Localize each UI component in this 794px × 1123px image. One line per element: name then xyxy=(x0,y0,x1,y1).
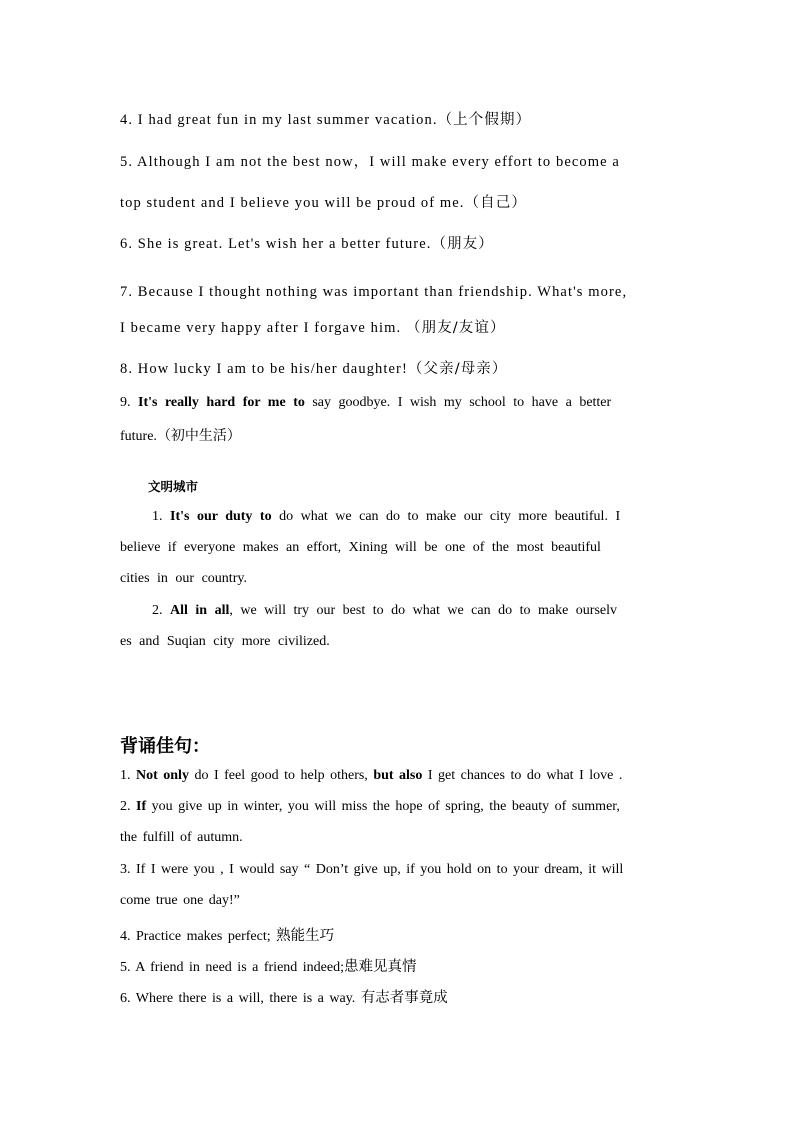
recite-1-bold1: Not only xyxy=(136,768,189,783)
sentence-5-en: top student and I believe you will be proud of me. xyxy=(120,195,465,211)
city-sentence-2-bold: All in all xyxy=(170,603,230,618)
sentence-6 xyxy=(120,232,494,253)
city-sentence-1-line2: believe if everyone makes an effort, Xining will be one of the most beautiful xyxy=(120,540,601,555)
city-sentence-2-line2: es and Suqian city more civilized. xyxy=(120,634,330,649)
recite-2-num: 2. xyxy=(120,799,131,814)
recite-sentences-heading: 背诵佳句： xyxy=(120,736,210,757)
recite-5-en: 5. A friend in need is a friend indeed; xyxy=(120,960,344,975)
recite-1-bold2: but also xyxy=(373,768,423,783)
city-sentence-2-rest: , we will try our best to do what we can do to make ourselv xyxy=(229,603,618,618)
sentence-6-en: 6. She is great. Let's wish her a better future. xyxy=(120,236,432,252)
sentence-9-line1 xyxy=(120,395,611,411)
sentence-9-line2-cn: （初中生活） xyxy=(156,428,241,444)
sentence-4 xyxy=(120,108,531,129)
sentence-9-rest: say goodbye. I wish my school to have a better xyxy=(312,395,612,410)
recite-sentence-5 xyxy=(120,955,417,976)
sentence-7-line2 xyxy=(120,316,506,337)
sentence-7-cn: （朋友/友谊） xyxy=(406,320,506,336)
city-sentence-2-line1 xyxy=(152,603,617,619)
recite-sentence-3-line2: come true one day!” xyxy=(120,893,240,908)
recite-sentence-6 xyxy=(120,986,448,1007)
recite-sentence-2-line1 xyxy=(120,799,620,815)
city-sentence-1-num: 1. xyxy=(152,509,163,524)
civilized-city-heading: 文明城市 xyxy=(148,479,199,494)
sentence-9-bold: It's really hard for me to xyxy=(138,395,305,410)
city-sentence-2-num: 2. xyxy=(152,603,163,618)
city-sentence-1-rest: do what we can do to make our city more beautiful. I xyxy=(279,509,621,524)
city-sentence-1-line1 xyxy=(152,509,620,525)
sentence-9-num: 9. xyxy=(120,395,131,410)
sentence-7-line1: 7. Because I thought nothing was important than friendship. What's more, xyxy=(120,284,628,300)
recite-2-rest: you give up in winter, you will miss the hope of spring, the beauty of summer, xyxy=(151,799,620,814)
recite-2-bold: If xyxy=(136,799,147,814)
city-sentence-1-bold: It's our duty to xyxy=(170,509,272,524)
sentence-9-line2 xyxy=(120,425,241,445)
recite-6-cn: 有志者事竟成 xyxy=(360,990,448,1006)
sentence-8 xyxy=(120,357,508,378)
sentence-9-line2-en: future. xyxy=(120,429,157,444)
recite-4-cn: 熟能生巧 xyxy=(276,928,335,944)
recite-1-num: 1. xyxy=(120,768,131,783)
recite-sentence-4 xyxy=(120,924,334,945)
sentence-6-cn: （朋友） xyxy=(431,236,494,252)
recite-6-en: 6. Where there is a will, there is a way. xyxy=(120,991,356,1006)
city-sentence-1-line3: cities in our country. xyxy=(120,571,247,586)
sentence-5-line1: 5. Although I am not the best now，I will make every effort to become a xyxy=(120,154,620,170)
recite-1-mid: do I feel good to help others, xyxy=(194,768,368,783)
sentence-5-line2 xyxy=(120,191,527,212)
sentence-7-en: I became very happy after I forgave him. xyxy=(120,320,402,336)
sentence-4-en: 4. I had great fun in my last summer vacation. xyxy=(120,112,438,128)
recite-sentence-3-line1: 3. If I were you , I would say “ Don’t give up, if you hold on to your dream, it will xyxy=(120,862,624,877)
sentence-4-cn: （上个假期） xyxy=(437,112,532,128)
sentence-5-cn: （自己） xyxy=(464,195,527,211)
recite-1-rest: I get chances to do what I love . xyxy=(427,768,623,783)
recite-5-cn: 患难见真情 xyxy=(344,959,417,975)
recite-sentence-2-line2: the fulfill of autumn. xyxy=(120,830,243,845)
sentence-8-cn: （父亲/母亲） xyxy=(407,361,508,377)
sentence-8-en: 8. How lucky I am to be his/her daughter! xyxy=(120,361,408,377)
recite-4-en: 4. Practice makes perfect; xyxy=(120,929,271,944)
recite-sentence-1 xyxy=(120,768,622,784)
